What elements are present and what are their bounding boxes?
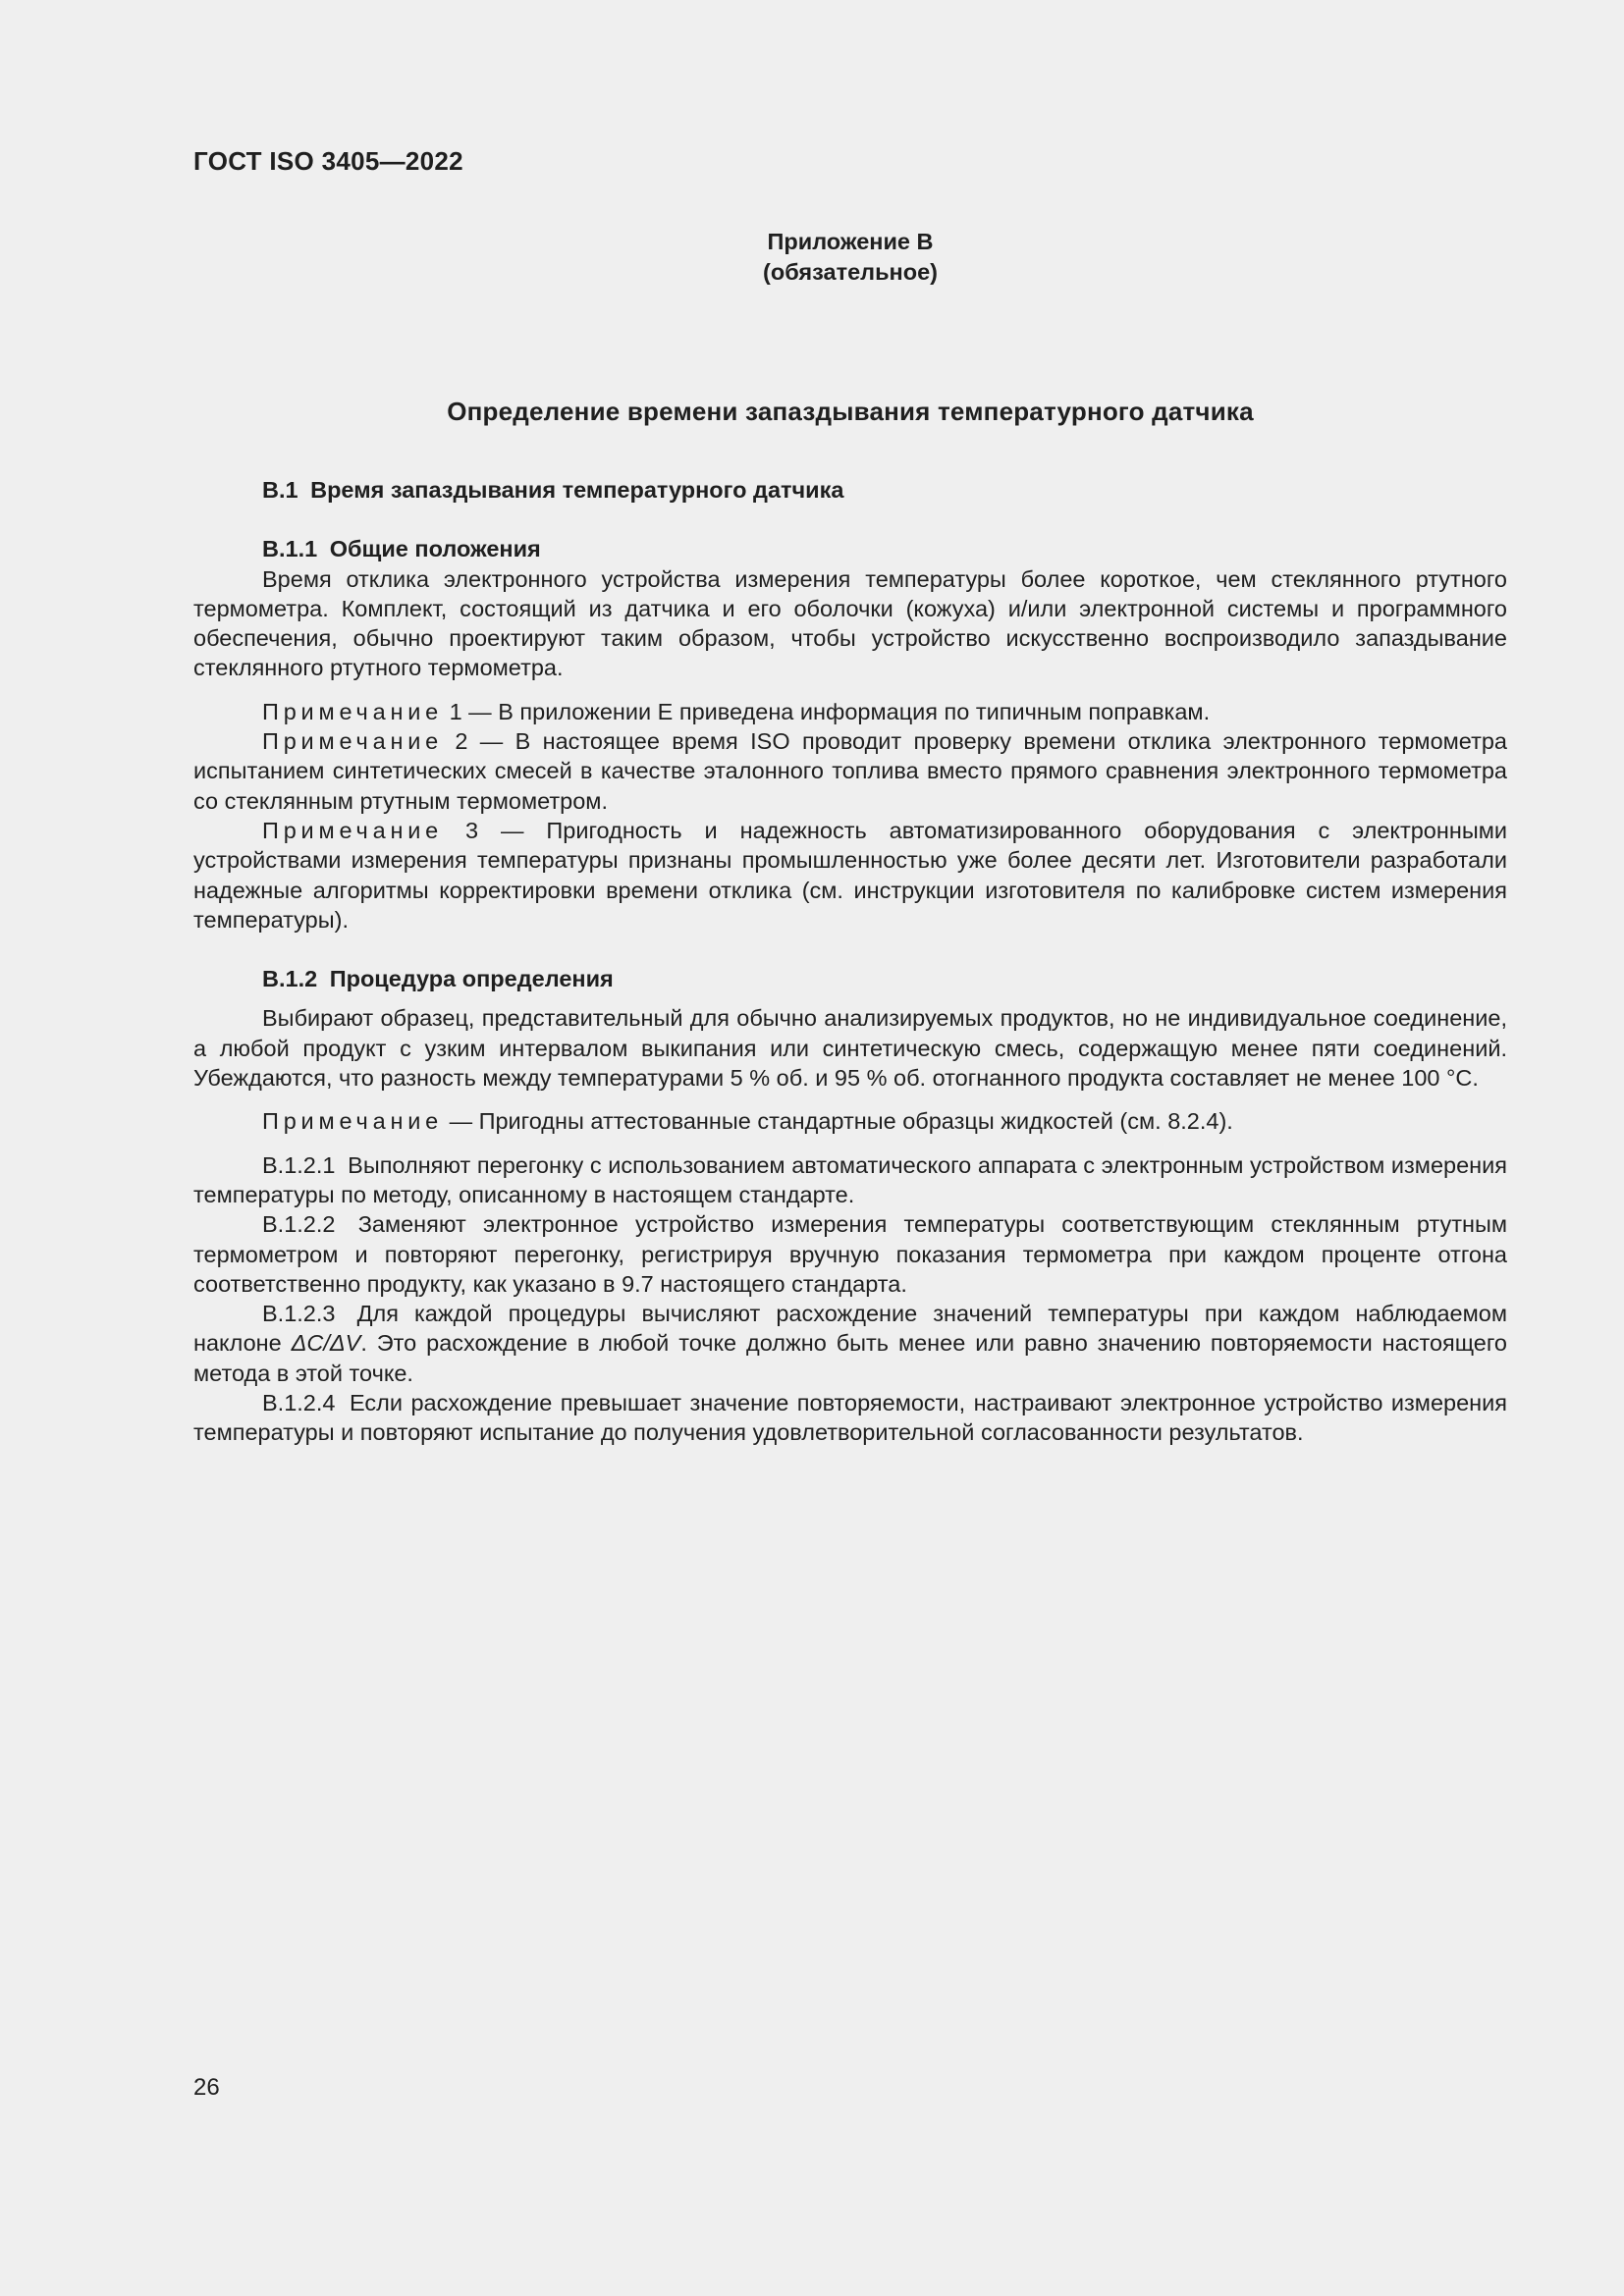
page-number: 26 — [193, 2074, 220, 2101]
step-b122 — [193, 1209, 1507, 1299]
document-body — [193, 475, 1507, 1448]
note-3 — [193, 816, 1507, 934]
section-b12-paragraph: Выбирают образец, представительный для обычно анализируемых продуктов, но не индивидуальное соединение, а любой продукт с узким интервалом выкипания или синтетическую смесь, содержащую менее пяти соединений. Убеждаются, что разность между температурами 5 % об. и 95 % об. отогнанного продукта составляет не менее 100 °С. — [193, 1005, 1507, 1092]
appendix-heading — [193, 227, 1507, 288]
note-2 — [193, 726, 1507, 816]
section-b1-title: Время запаздывания температурного датчика — [310, 477, 844, 503]
note-text: 2 — В настоящее время ISO проводит проверку времени отклика электронного термометра испытанием синтетических смесей в качестве эталонного топлива вместо прямого сравнения электронного термометра со стеклянным ртутным термометром. — [193, 728, 1507, 814]
step-number: В.1.2.4 — [262, 1390, 336, 1416]
step-text-after: . Это расхождение в любой точке должно быть менее или равно значению повторяемости настоящего метода в этой точке. — [193, 1330, 1508, 1386]
section-b11-number: В.1.1 — [262, 536, 318, 562]
step-text: Если расхождение превышает значение повторяемости, настраивают электронное устройство измерения температуры и повторяют испытание до получения удовлетворительной согласованности результатов. — [193, 1390, 1507, 1446]
formula: ΔC/ΔV — [291, 1330, 361, 1357]
note-text: 1 — В приложении Е приведена информация по типичным поправкам. — [449, 698, 1211, 724]
section-b12-title: Процедура определения — [329, 966, 614, 992]
section-b12-number: В.1.2 — [262, 966, 318, 992]
section-b12-note — [193, 1106, 1507, 1136]
appendix-status: (обязательное) — [763, 259, 938, 285]
step-text: Заменяют электронное устройство измерения температуры соответствующим стеклянным ртутным термометром и повторяют перегонку, регистрируя вручную показания термометра при каждом проценте отгона соответственно продукту, как указано в 9.7 настоящего стандарта. — [193, 1211, 1508, 1297]
section-b1-heading — [193, 475, 1507, 505]
note-1 — [193, 697, 1507, 726]
step-b124 — [193, 1388, 1507, 1448]
step-number: В.1.2.3 — [262, 1301, 336, 1327]
step-text-before: Для каждой процедуры вычисляют расхождение значений температуры при каждом наблюдаемом наклоне — [193, 1301, 1508, 1357]
document-header: ГОСТ ISO 3405—2022 — [193, 146, 463, 176]
note-label: Примечание — [262, 1108, 444, 1135]
section-b11-heading — [193, 534, 1507, 563]
note-label: Примечание — [262, 817, 444, 843]
appendix-title: Определение времени запаздывания температурного датчика — [447, 397, 1254, 426]
document-page — [193, 0, 1507, 2296]
note-label: Примечание — [262, 728, 444, 755]
note-text: — Пригодны аттестованные стандартные образцы жидкостей (см. 8.2.4). — [449, 1108, 1233, 1135]
step-b121 — [193, 1150, 1507, 1210]
section-b1-number: В.1 — [262, 477, 298, 503]
appendix-label: Приложение В — [767, 229, 934, 254]
step-number: В.1.2.1 — [262, 1151, 336, 1178]
section-b11-title: Общие положения — [329, 536, 541, 562]
step-number: В.1.2.2 — [262, 1211, 336, 1238]
section-b11-paragraph: Время отклика электронного устройства измерения температуры более короткое, чем стеклянного ртутного термометра. Комплект, состоящий из датчика и его оболочки (кожуха) и/или электронной системы и программного обеспечения, обычно проектируют таким образом, чтобы устройство искусственно воспроизводило запаздывание стеклянного ртутного термометра. — [193, 565, 1507, 681]
section-b12-heading — [193, 964, 1507, 993]
step-b123 — [193, 1299, 1507, 1388]
note-label: Примечание — [262, 698, 444, 724]
note-text: 3 — Пригодность и надежность автоматизированного оборудования с электронными устройствами измерения температуры признаны промышленностью уже более десяти лет. Изготовители разработали надежные алгоритмы корректировки времени отклика (см. инструкции изготовителя по калибровке систем измерения температуры). — [193, 817, 1507, 933]
step-text: Выполняют перегонку с использованием автоматического аппарата с электронным устройством измерения температуры по методу, описанному в настоящем стандарте. — [193, 1151, 1508, 1207]
